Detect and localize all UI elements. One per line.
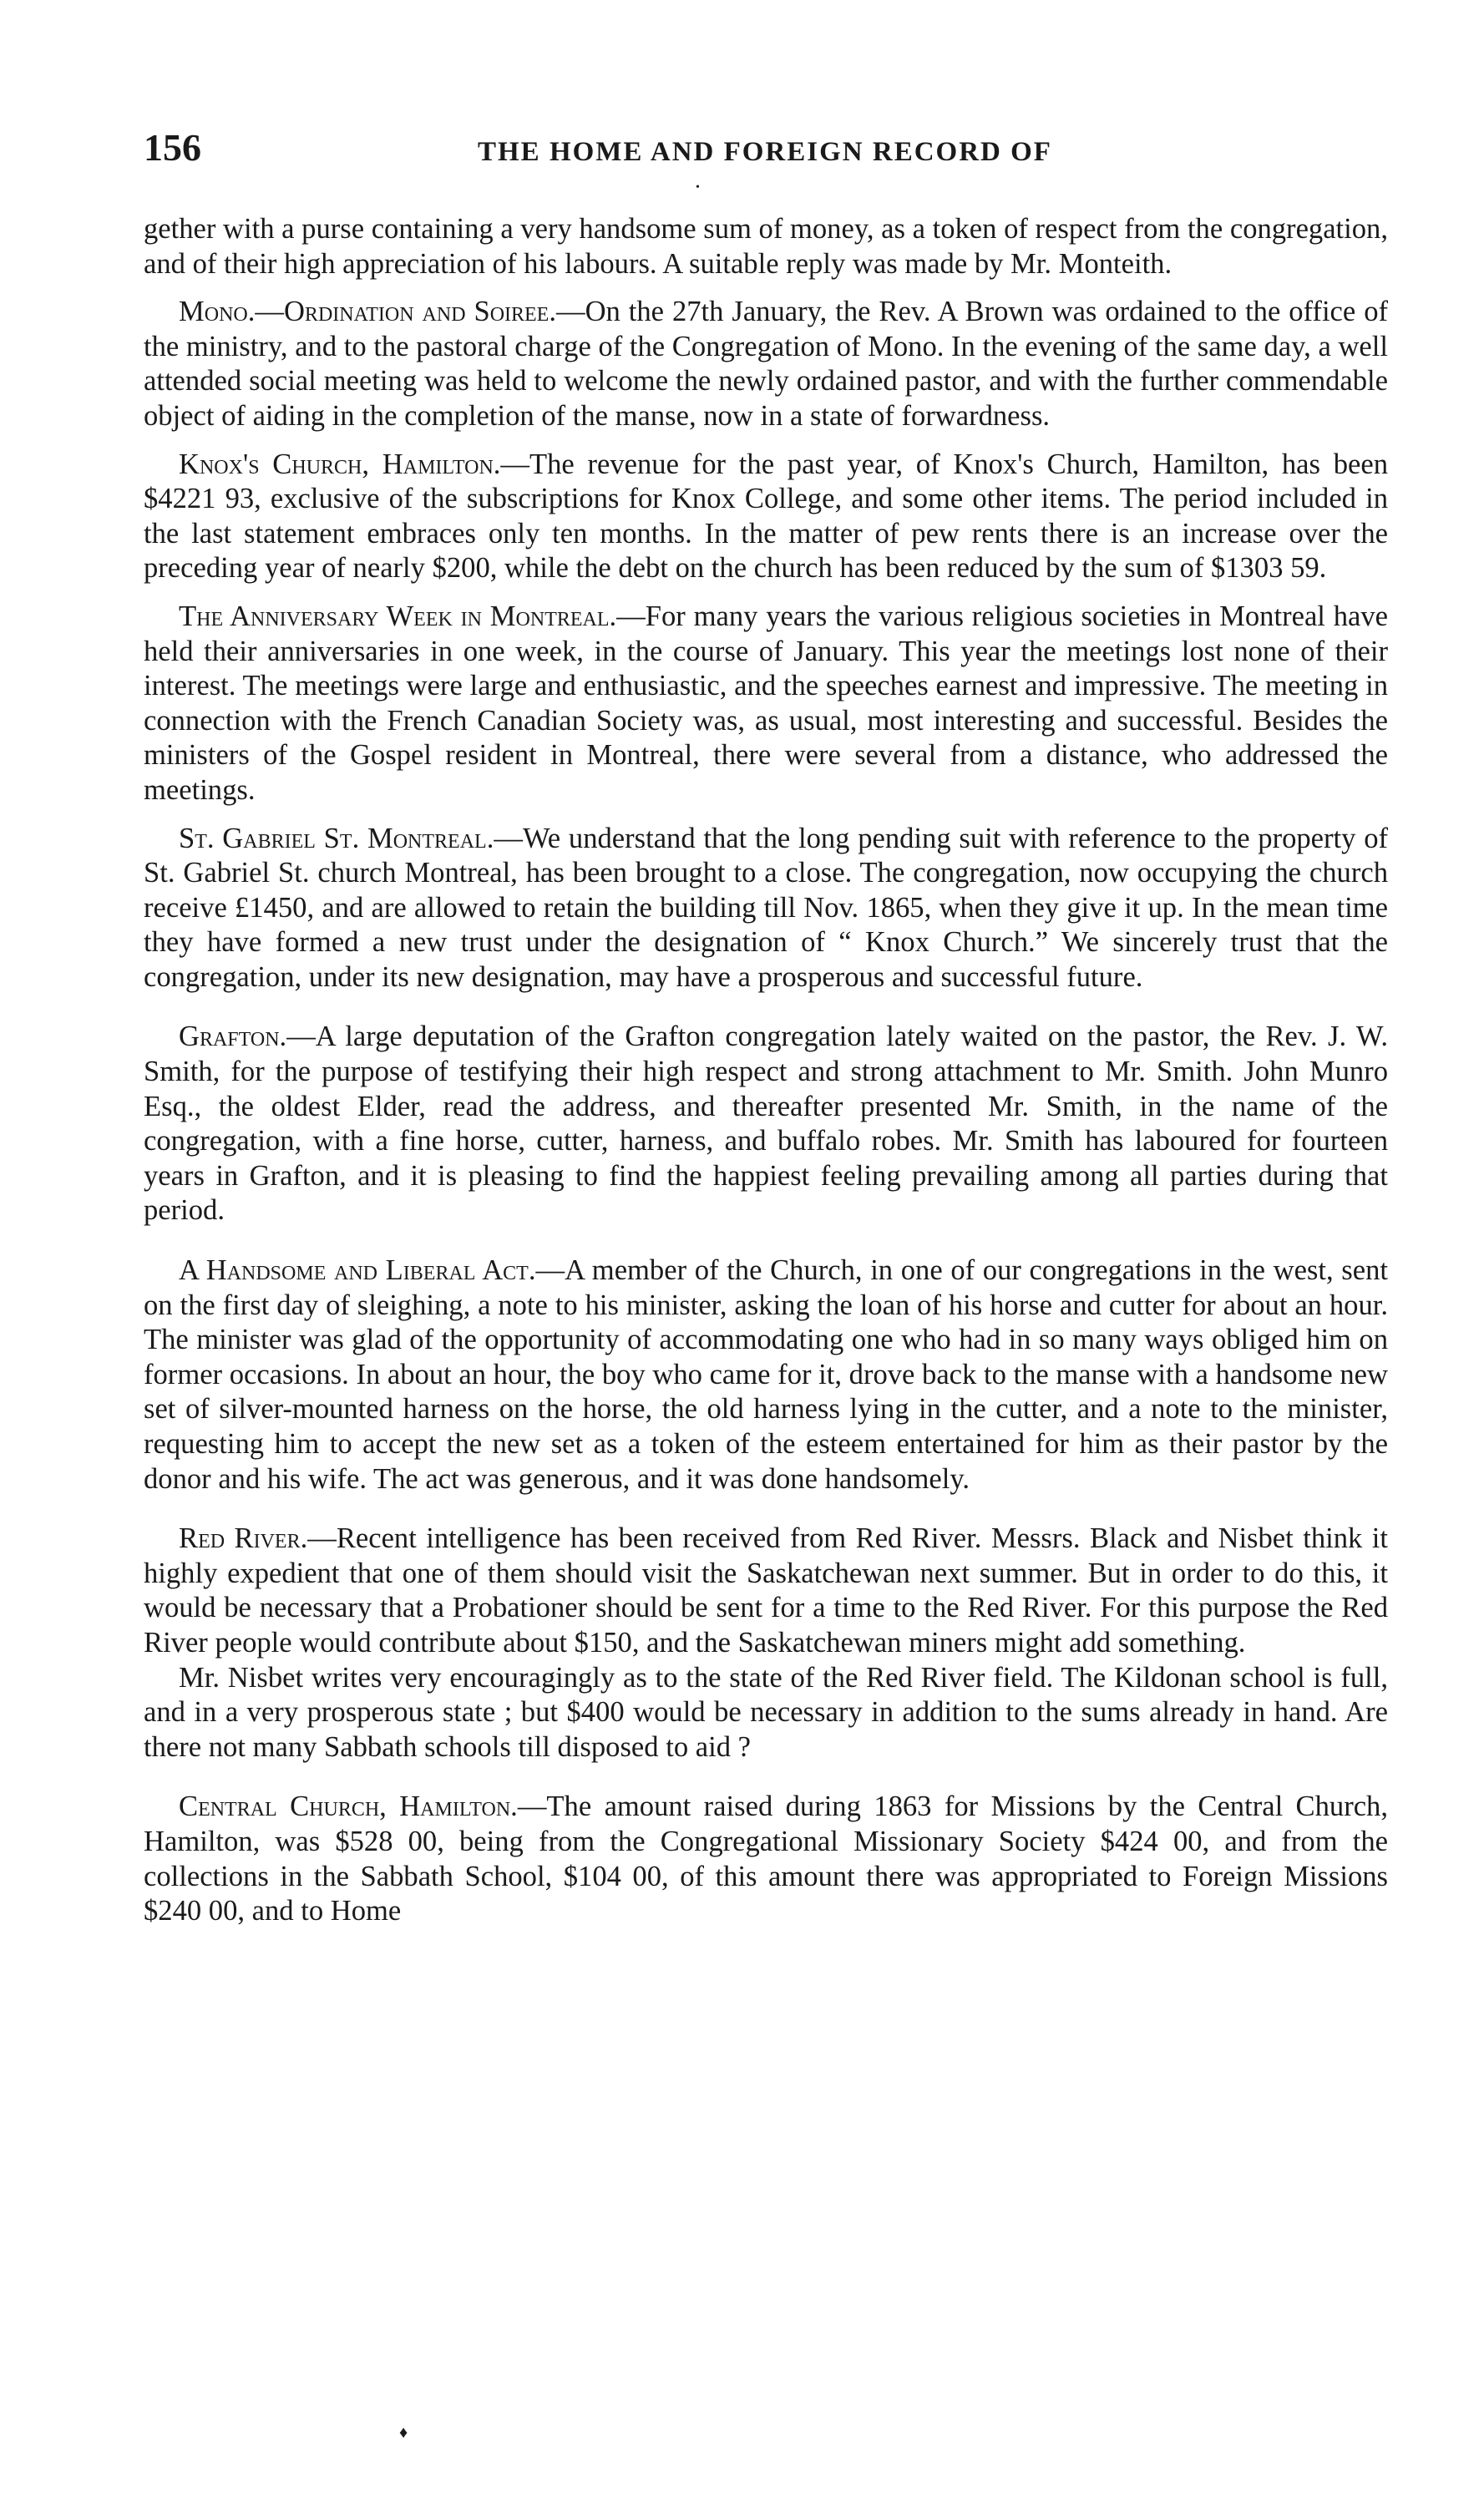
paragraph-handsome-act [144,1254,1388,1497]
paragraph-heading: The Anniversary Week in Montreal.— [179,600,646,632]
paragraph-text: The revenue for the past year, of Knox's Church, Hamilton, has been $4221 93, exclusive of the subscriptions for Knox College, and some other items. The period included in the last statement embraces only ten months. In the matter of pew rents there is an increase over the preceding year of nearly $200, while the debt on the church has been reduced by the sum of $1303 59. [144,448,1388,585]
paragraph-text: Recent intelligence has been received from Red River. Messrs. Black and Nisbet think it highly expedient that one of them should visit the Saskatchewan next summer. But in order to do this, it would be necessary that a Probationer should be sent for a time to the Red River. For this purpose the Red River people would contribute about $150, and the Saskatchewan miners might add something. [144,1522,1388,1659]
page [144,125,1388,1929]
footer-mark: ♦ [399,2424,408,2442]
paragraph-nisbet [144,1661,1388,1765]
paragraph-mono [144,295,1388,433]
paragraph-text: On the 27th January, the Rev. A Brown was ordained to the office of the ministry, and to the pastoral charge of the Congregation of Mono. In the evening of the same day, a well attended social meeting was held to welcome the newly ordained pastor, and with the further commendable object of aiding in the completion of the manse, now in a state of forwardness. [144,296,1388,432]
paragraph-anniversary-week [144,600,1388,808]
header-dot-mark: • [696,181,700,194]
paragraph-knox-church [144,448,1388,586]
paragraph-heading: A Handsome and Liberal Act.— [179,1254,565,1287]
page-number: 156 [144,126,201,169]
paragraph-heading: St. Gabriel St. Montreal.— [179,822,523,854]
paragraph-continuation [144,212,1388,281]
paragraph-heading: Grafton.— [179,1021,316,1053]
paragraph-st-gabriel [144,822,1388,995]
paragraph-text: A member of the Church, in one of our congregations in the west, sent on the first day of sleighing, a note to his minister, asking the loan of his horse and cutter for about an hour. The minister was glad of the opportunity of accommodating one who had in so many ways obliged him on former occasions. In about an hour, the boy who came for it, drove back to the manse with a handsome new set of silver-mounted harness on the horse, the old harness lying in the cutter, and a note to the minister, requesting him to accept the new set as a token of the esteem entertained for him as their pastor by the donor and his wife. The act was generous, and it was done handsomely. [144,1254,1388,1495]
paragraph-text: Mr. Nisbet writes very encouragingly as to the state of the Red River field. The Kildonan school is full, and in a very prosperous state ; but $400 would be necessary in addition to the sums already in hand. Are there not many Sabbath schools till disposed to aid ? [144,1661,1388,1763]
paragraph-central-church [144,1790,1388,1928]
paragraph-text: The amount raised during 1863 for Missions by the Central Church, Hamilton, was $528 00, being from the Congregational Missionary Society $424 00, and from the collections in the Sabbath School, $104 00, of this amount there was appropriated to Foreign Missions $240 00, and to Home [144,1790,1388,1927]
paragraph-text: A large deputation of the Grafton congregation lately waited on the pastor, the Rev. J. W. Smith, for the purpose of testifying their high respect and strong attachment to Mr. Smith. John Munro Esq., the oldest Elder, read the address, and thereafter presented Mr. Smith, in the name of the congregation, with a fine horse, cutter, harness, and buffalo robes. Mr. Smith has laboured for fourteen years in Grafton, and it is pleasing to find the happiest feeling prevailing among all parties during that period. [144,1021,1388,1227]
running-title: THE HOME AND FOREIGN RECORD OF [478,137,1052,167]
paragraph-red-river [144,1522,1388,1660]
paragraph-grafton [144,1020,1388,1228]
paragraph-heading: Red River.— [179,1522,337,1555]
paragraph-text: We understand that the long pending suit with reference to the property of St. Gabriel St. church Montreal, has been brought to a close. The congregation, now occupying the church receive £1450, and are allowed to retain the building till Nov. 1865, when they give it up. In the mean time they have formed a new trust under the designation of “ Knox Church.” We sincerely trust that the congregation, under its new designation, may have a prosperous and successful future. [144,822,1388,993]
paragraph-heading: Mono.—Ordination and Soiree.— [179,296,585,328]
page-header [144,125,1388,184]
paragraph-text: For many years the various religious societies in Montreal have held their anniversaries in one week, in the course of January. This year the meetings lost none of their interest. The meetings were large and enthusiastic, and the speeches earnest and impressive. The meeting in connection with the French Canadian Society was, as usual, most interesting and successful. Besides the ministers of the Gospel resident in Montreal, there were several from a distance, who addressed the meetings. [144,600,1388,806]
article-body [144,212,1388,1929]
paragraph-heading: Central Church, Hamilton.— [179,1790,547,1823]
paragraph-text: gether with a purse containing a very handsome sum of money, as a token of respect from the congregation, and of their high appreciation of his labours. A suitable reply was made by Mr. Monteith. [144,213,1388,280]
paragraph-heading: Knox's Church, Hamilton.— [179,448,529,480]
